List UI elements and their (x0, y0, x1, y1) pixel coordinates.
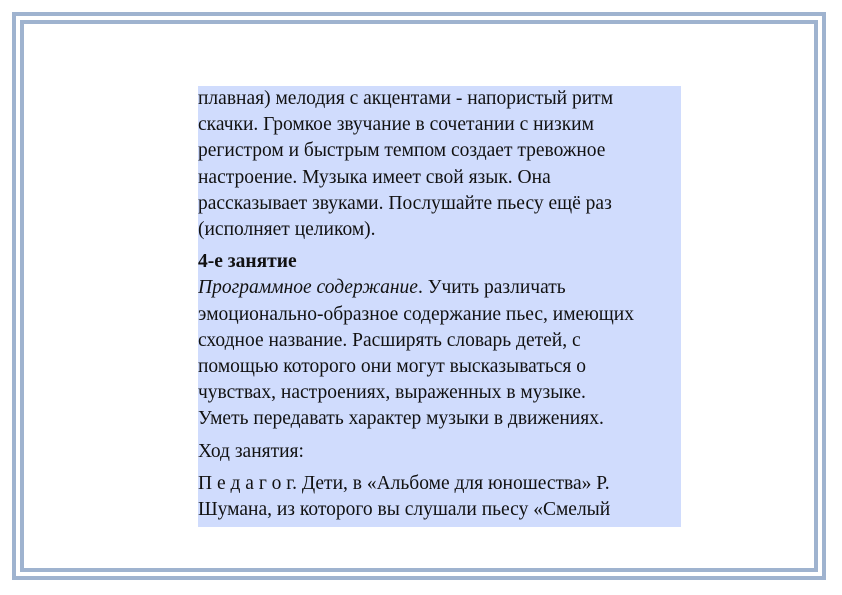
text-line: помощью которого они могут высказываться о (198, 356, 586, 378)
text-line: регистром и быстрым темпом создает тревожное (198, 140, 606, 162)
heading-text: 4-е занятие (198, 251, 297, 273)
text-line: плавная) мелодия с акцентами - напористый ритм (198, 88, 614, 109)
paragraph-program (198, 275, 681, 432)
text-line: (исполняет целиком). (198, 219, 376, 241)
text-block (198, 86, 681, 527)
text-line: эмоционально-образное содержание пьес, имеющих (198, 303, 634, 325)
text-line: сходное название. Расширять словарь детей, с (198, 329, 581, 351)
procedure-text: Ход занятия: (198, 440, 304, 462)
paragraph-intro (198, 86, 681, 243)
paragraph-teacher (198, 471, 681, 523)
text-line: чувствах, настроениях, выраженных в музыке. (198, 382, 586, 404)
text-line: П е д а г о г. Дети, в «Альбоме для юношества» Р. (198, 472, 610, 494)
text-line: Шумана, из которого вы слушали пьесу «Смелый (198, 499, 611, 521)
program-first-line (198, 275, 681, 301)
paragraph-procedure (198, 439, 681, 465)
text-line: настроение. Музыка имеет свой язык. Она (198, 166, 551, 188)
text-line: скачки. Громкое звучание в сочетании с низким (198, 114, 594, 136)
text-line: рассказывает звуками. Послушайте пьесу ещё раз (198, 192, 612, 214)
program-label: Программное содержание (198, 277, 418, 299)
lesson-heading (198, 249, 681, 275)
program-first-line-rest: . Учить различать (417, 277, 566, 299)
text-line: Уметь передавать характер музыки в движениях. (198, 408, 604, 430)
